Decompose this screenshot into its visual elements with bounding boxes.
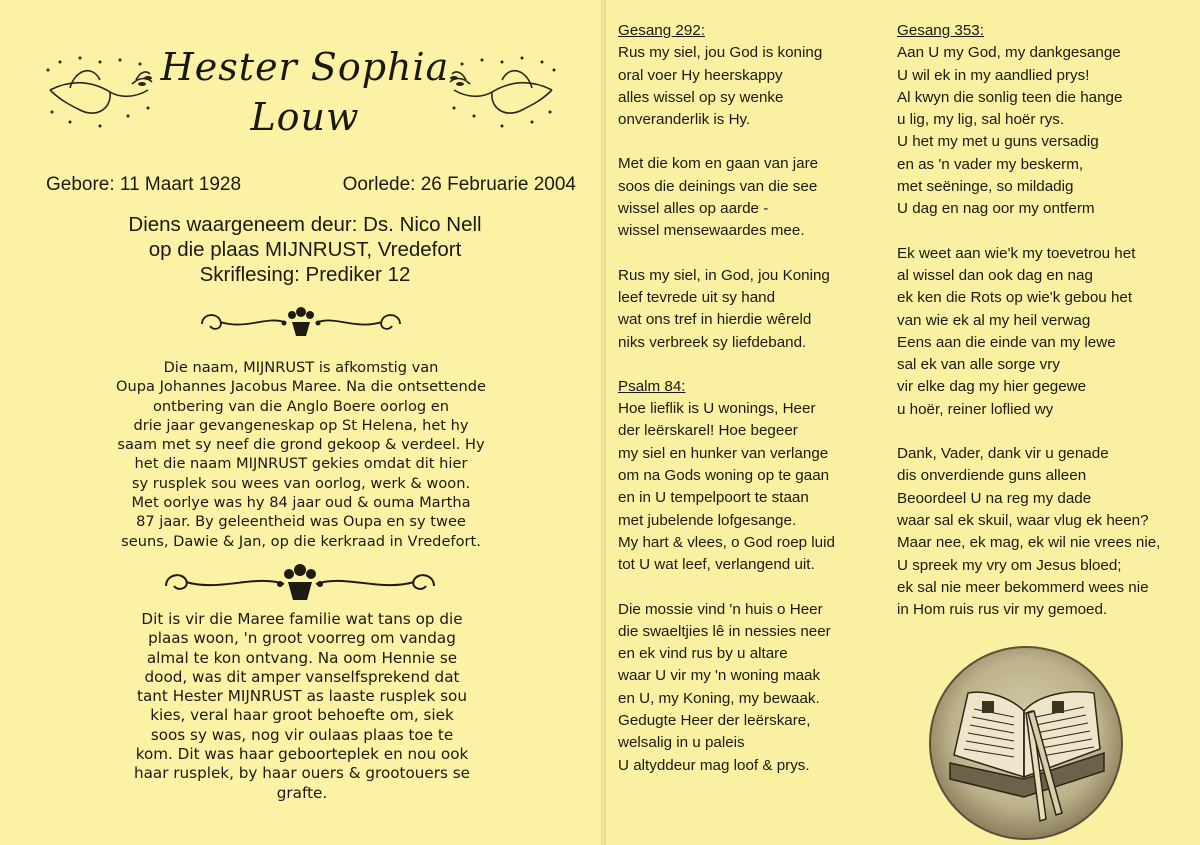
- text-line: haar rusplek, by haar ouers & grootouers se: [133, 764, 471, 783]
- verse-line: Beoordeel U na reg my dade: [897, 489, 1092, 507]
- verse-line: Aan U my God, my dankgesange: [897, 44, 1121, 62]
- verse-line: welsalig in u paleis: [618, 734, 745, 752]
- text-line: soos sy was, nog vir oulaas plaas toe te: [150, 725, 454, 744]
- hymn-353-title: Gesang 353:: [897, 22, 984, 39]
- text-line: kom. Dit was haar geboorteplek en nou ook: [135, 745, 469, 764]
- verse-line: My hart & vlees, o God roep luid: [618, 533, 835, 551]
- verse-line: U wil ek in my aandlied prys!: [897, 66, 1090, 84]
- psalm-84-title: Psalm 84:: [618, 377, 686, 395]
- verse-line: sal ek van alle sorge vry: [897, 356, 1060, 374]
- verse-line: niks verbreek sy liefdeband.: [618, 333, 807, 351]
- verse-line: wissel mensewaardes mee.: [618, 222, 805, 240]
- verse-line: Die mossie vind 'n huis o Heer: [618, 600, 823, 618]
- verse-line: ek sal nie meer bekommerd wees nie: [897, 578, 1149, 596]
- verse-line: die swaeltjies lê in nessies neer: [618, 622, 831, 640]
- dove-icon: [442, 50, 562, 130]
- verse-line: vir elke dag my hier gegewe: [897, 378, 1087, 396]
- verse-line: in Hom ruis rus vir my gemoed.: [897, 601, 1108, 619]
- verse-line: oral voer Hy heerskappy: [618, 66, 783, 84]
- verse-line: soos die deinings van die see: [618, 177, 818, 195]
- verse-line: U het my met u guns versadig: [897, 133, 1099, 151]
- verse-line: waar sal ek skuil, waar vlug ek heen?: [897, 511, 1149, 529]
- hymn-column-2: [897, 20, 1160, 621]
- service-info: [60, 212, 550, 287]
- service-line-2: op die plaas MIJNRUST, Vredefort: [148, 238, 462, 261]
- verse-line: U dag en nag oor my ontferm: [897, 200, 1095, 218]
- verse-line: Al kwyn die sonlig teen die hange: [897, 88, 1123, 106]
- text-line: Oupa Johannes Jacobus Maree. Na die ontsettende: [116, 378, 486, 396]
- verse-line: om na Gods woning op te gaan: [618, 467, 830, 485]
- hymn-column-1: [618, 20, 835, 777]
- verse-line: ek ken die Rots op wie'k gebou het: [897, 289, 1133, 307]
- verse-line: Hoe lieflik is U wonings, Heer: [618, 400, 816, 418]
- verse-line: wat ons tref in hierdie wêreld: [618, 311, 812, 329]
- page-title: [150, 42, 460, 142]
- text-line: drie jaar gevangeneskap op St Helena, het hy: [133, 416, 469, 434]
- text-line: saam met sy neef die grond gekoop & verdeel. Hy: [117, 436, 485, 454]
- verse-line: der leërskarel! Hoe begeer: [618, 422, 798, 440]
- verse-line: en U, my Koning, my bewaak.: [618, 689, 820, 707]
- text-line: almal te kon ontvang. Na oom Hennie se: [146, 648, 458, 667]
- verse-line: Rus my siel, in God, jou Koning: [618, 266, 830, 284]
- paragraph-family: [74, 610, 530, 803]
- verse-line: met seëninge, so mildadig: [897, 178, 1074, 196]
- verse-line: Met die kom en gaan van jare: [618, 155, 819, 173]
- name-line-2: Louw: [250, 95, 360, 139]
- text-line: sy rusplek sou wees van oorlog, werk & woon.: [131, 474, 471, 492]
- service-line-3: Skriflesing: Prediker 12: [199, 263, 411, 286]
- verse-line: U altyddeur mag loof & prys.: [618, 756, 810, 774]
- verse-line: tot U wat leef, verlangend uit.: [618, 556, 815, 574]
- dates-row: [46, 174, 576, 196]
- dove-icon: [40, 50, 160, 130]
- verse-line: en in U tempelpoort te staan: [618, 489, 809, 507]
- verse-line: u hoër, reiner loflied wy: [897, 400, 1054, 418]
- verse-line: en ek vind rus by u altare: [618, 645, 788, 663]
- verse-line: al wissel dan ook dag en nag: [897, 266, 1093, 284]
- verse-line: waar U vir my 'n woning maak: [618, 667, 821, 685]
- hymn-292-title: Gesang 292:: [618, 22, 705, 39]
- text-line: 87 jaar. By geleentheid was Oupa en sy twee: [136, 513, 466, 531]
- text-line: seuns, Dawie & Jan, op die kerkraad in Vredefort.: [121, 532, 481, 550]
- verse-line: onveranderlik is Hy.: [618, 111, 751, 129]
- verse-line: u lig, my lig, sal hoër rys.: [897, 111, 1065, 129]
- born-date: Gebore: 11 Maart 1928: [46, 174, 242, 195]
- text-line: tant Hester MIJNRUST as laaste rusplek sou: [137, 687, 467, 706]
- text-line: Die naam, MIJNRUST is afkomstig van: [163, 359, 439, 376]
- verse-line: Eens aan die einde van my lewe: [897, 333, 1116, 351]
- text-line: plaas woon, 'n groot voorreg om vandag: [148, 629, 456, 648]
- text-line: Met oorlye was hy 84 jaar oud & ouma Martha: [131, 494, 471, 512]
- verse-line: Ek weet aan wie'k my toevetrou het: [897, 244, 1136, 262]
- verse-line: Dank, Vader, dank vir u genade: [897, 445, 1109, 463]
- verse-line: my siel en hunker van verlange: [618, 444, 829, 462]
- text-line: ontbering van die Anglo Boere oorlog en: [152, 397, 450, 415]
- verse-line: leef tevrede uit sy hand: [618, 288, 776, 306]
- verse-line: Gedugte Heer der leërskare,: [618, 712, 811, 730]
- verse-line: Maar nee, ek mag, ek wil nie vrees nie,: [897, 534, 1161, 552]
- died-date: Oorlede: 26 Februarie 2004: [342, 174, 576, 195]
- verse-line: U spreek my vry om Jesus bloed;: [897, 556, 1122, 574]
- verse-line: alles wissel op sy wenke: [618, 88, 784, 106]
- service-line-1: Diens waargeneem deur: Ds. Nico Nell: [128, 213, 482, 236]
- verse-line: Rus my siel, jou God is koning: [618, 44, 823, 62]
- text-line: dood, was dit amper vanselfsprekend dat: [144, 667, 460, 686]
- text-line: grafte.: [276, 783, 328, 802]
- ornament-vase-icon: [160, 562, 440, 602]
- text-line: kies, veral haar groot behoefte om, siek: [150, 706, 454, 725]
- verse-line: met jubelende lofgesange.: [618, 511, 797, 529]
- text-line: het die naam MIJNRUST gekies omdat dit hier: [134, 455, 468, 473]
- open-bible-icon: [928, 645, 1124, 841]
- text-line: Dit is vir die Maree familie wat tans op die: [141, 610, 463, 628]
- verse-line: wissel alles op aarde -: [618, 200, 769, 218]
- verse-line: en as 'n vader my beskerm,: [897, 155, 1084, 173]
- paragraph-history: [66, 358, 536, 551]
- ornament-vase-icon: [196, 304, 406, 340]
- fold-line: [601, 0, 606, 845]
- verse-line: dis onverdiende guns alleen: [897, 467, 1087, 485]
- name-line-1: Hester Sophia: [160, 45, 450, 89]
- verse-line: van wie ek al my heil verwag: [897, 311, 1091, 329]
